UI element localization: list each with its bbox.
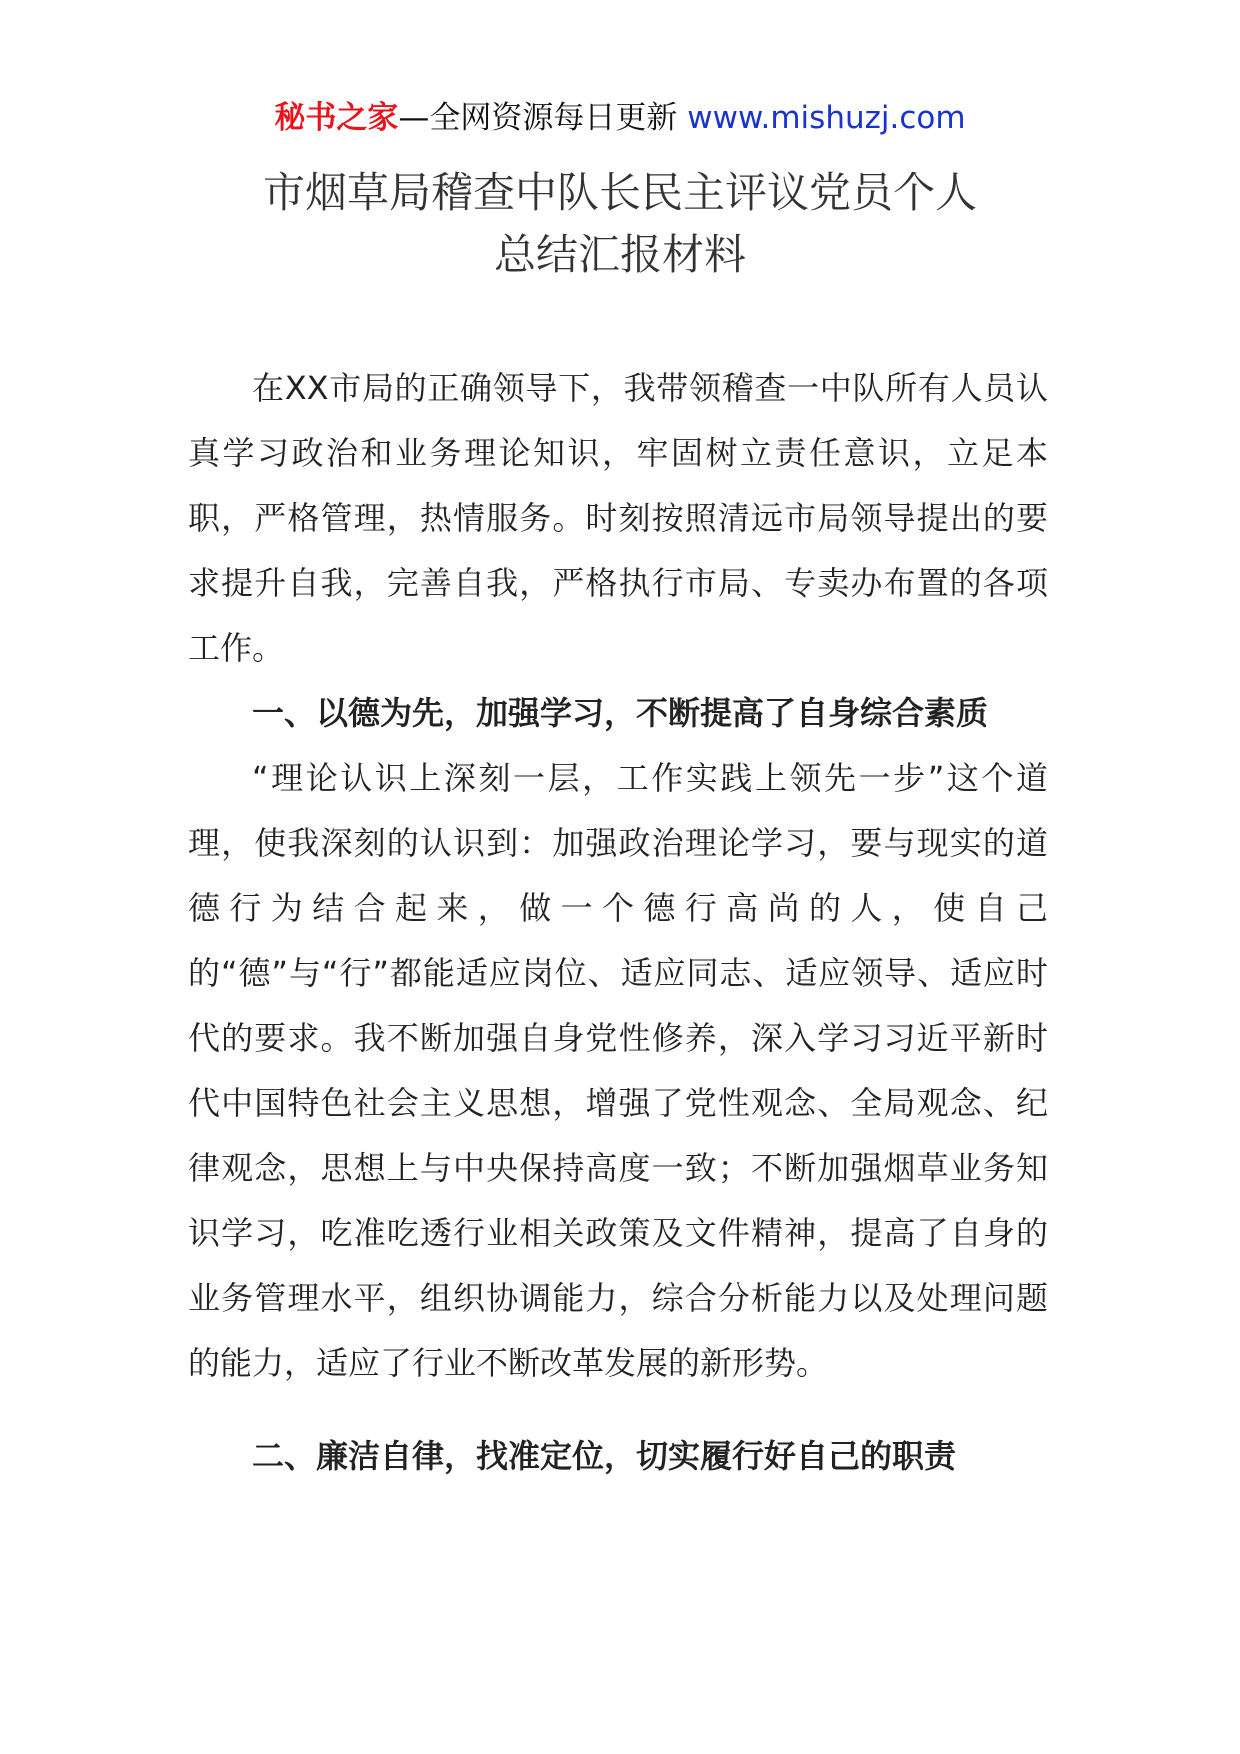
document-title xyxy=(190,162,1050,286)
site-header xyxy=(0,98,1240,138)
document-title-line-1: 市烟草局稽查中队长民主评议党员个人 xyxy=(262,168,977,217)
section-1-heading: 一、以德为先，加强学习，不断提高了自身综合素质 xyxy=(252,694,989,732)
intro-paragraph: 在XX市局的正确领导下，我带领稽查一中队所有人员认真学习政治和业务理论知识，牢固树立责任意识，立足本职，严格管理，热情服务。时刻按照清远市局领导提出的要求提升自我，完善自我，严格执行市局、专卖办布置的各项工作。 xyxy=(188,369,1048,667)
site-url-link[interactable]: www.mishuzj.com xyxy=(687,100,966,136)
section-1-paragraph: “理论认识上深刻一层，工作实践上领先一步”这个道理，使我深刻的认识到：加强政治理论学习，要与现实的道德行为结合起来，做一个德行高尚的人，使自己的“德”与“行”都能适应岗位、适应同志、适应领导、适应时代的要求。我不断加强自身党性修养，深入学习习近平新时代中国特色社会主义思想，增强了党性观念、全局观念、纪律观念，思想上与中央保持高度一致；不断加强烟草业务知识学习，吃准吃透行业相关政策及文件精神，提高了自身的业务管理水平，组织协调能力，综合分析能力以及处理问题的能力，适应了行业不断改革发展的新形势。 xyxy=(188,759,1048,1382)
site-tagline: —全网资源每日更新 xyxy=(398,100,678,136)
document-body xyxy=(188,356,1048,1489)
section-2-heading: 二、廉洁自律，找准定位，切实履行好自己的职责 xyxy=(252,1437,957,1475)
site-name: 秘书之家 xyxy=(274,100,399,136)
document-title-line-2: 总结汇报材料 xyxy=(493,230,746,279)
